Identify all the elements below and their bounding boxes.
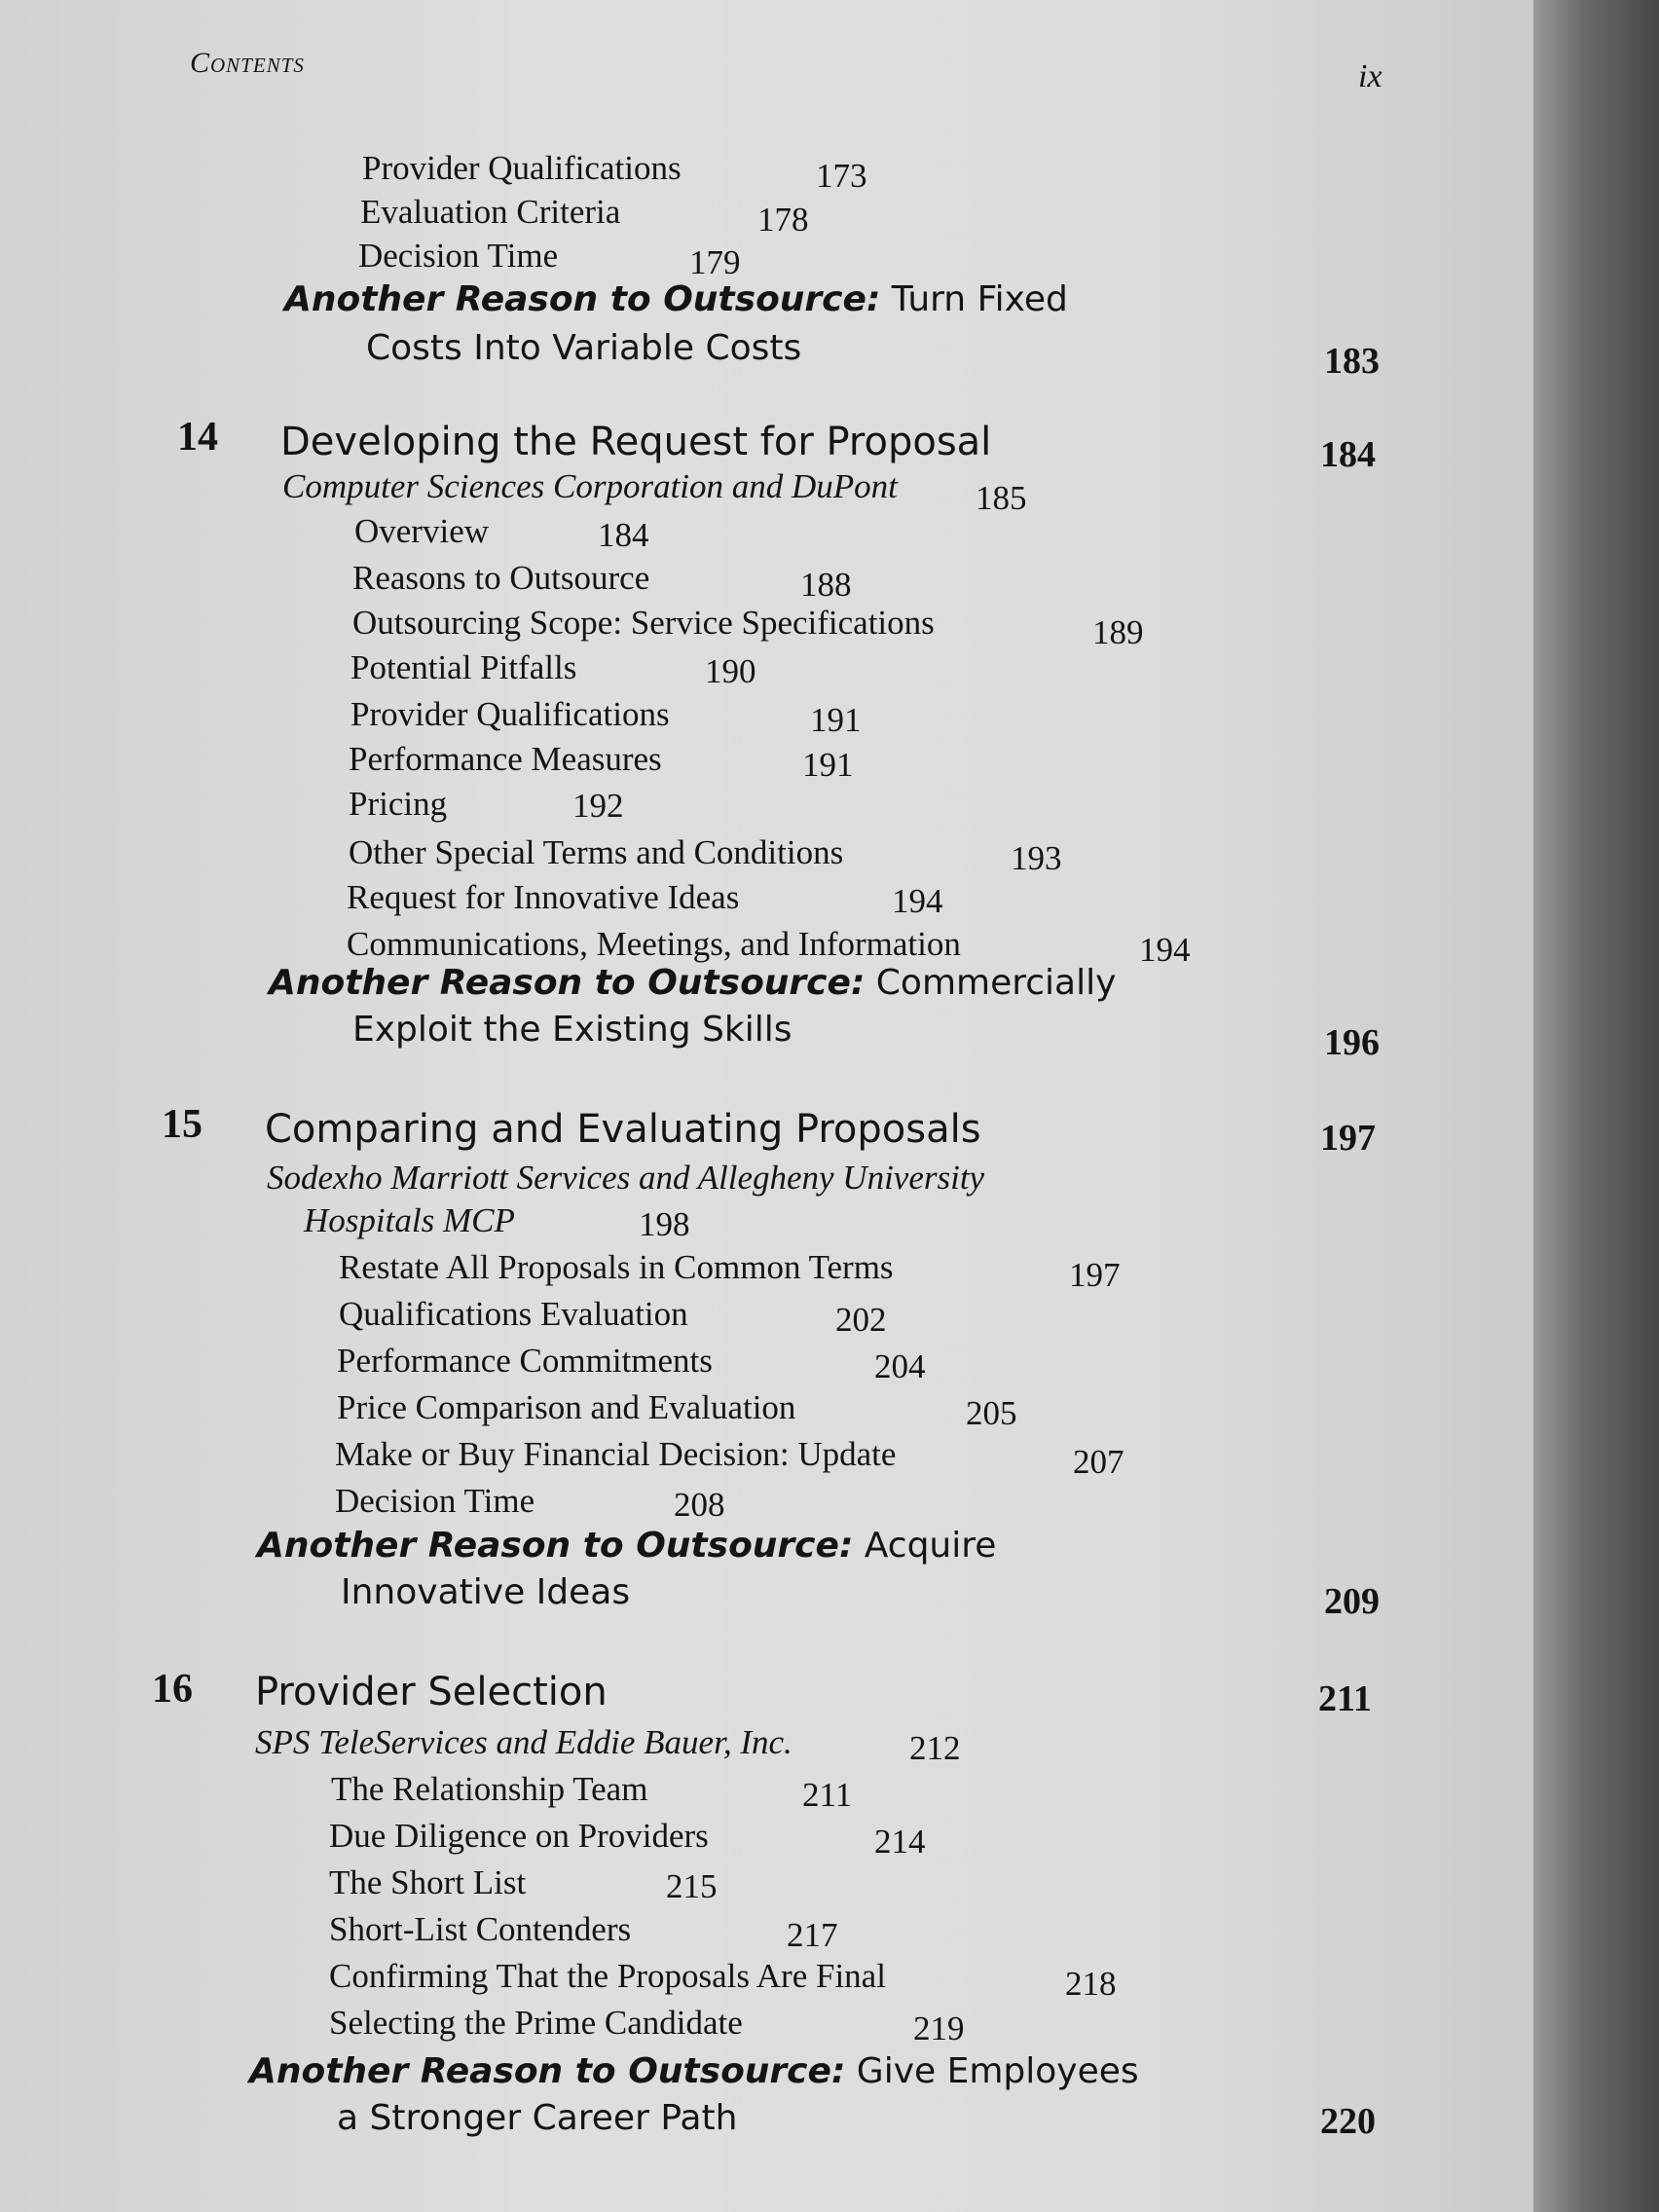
- another-reason-line: Another Reason to Outsource: Commercially: [269, 963, 1117, 1003]
- case-study-title: SPS TeleServices and Eddie Bauer, Inc.: [255, 1723, 793, 1761]
- another-reason-page: 183: [1324, 341, 1380, 382]
- toc-entry-page: 178: [757, 201, 809, 239]
- toc-entry-title: Pricing: [349, 785, 448, 823]
- toc-entry-title: The Relationship Team: [331, 1770, 648, 1808]
- toc-entry-title: Short-List Contenders: [329, 1910, 632, 1948]
- toc-entry-page: 193: [1011, 839, 1062, 877]
- toc-entry-page: 179: [689, 243, 741, 281]
- toc-entry-title: Overview: [354, 512, 490, 550]
- toc-entry-page: 217: [787, 1916, 838, 1954]
- toc-entry-page: 188: [800, 566, 852, 604]
- toc-entry-page: 211: [802, 1776, 853, 1814]
- case-study-title: Sodexho Marriott Services and Allegheny University: [267, 1159, 985, 1197]
- toc-entry-page: 194: [892, 882, 943, 920]
- toc-entry-page: 184: [598, 516, 649, 554]
- toc-entry-page: 197: [1069, 1256, 1121, 1294]
- toc-entry-page: 207: [1073, 1443, 1124, 1481]
- toc-entry-title: Decision Time: [358, 237, 559, 275]
- chapter-number: 15: [162, 1102, 203, 1147]
- toc-entry-title: The Short List: [329, 1863, 527, 1901]
- toc-entry-page: 202: [835, 1301, 887, 1339]
- chapter-title: Comparing and Evaluating Proposals: [265, 1107, 981, 1152]
- another-reason-line: a Stronger Career Path: [337, 2098, 738, 2138]
- toc-entry-title: Confirming That the Proposals Are Final: [329, 1957, 886, 1995]
- toc-entry-title: Provider Qualifications: [362, 149, 682, 187]
- toc-entry-title: Qualifications Evaluation: [339, 1295, 688, 1333]
- toc-entry-title: Communications, Meetings, and Information: [347, 925, 961, 963]
- chapter-page: 197: [1320, 1118, 1376, 1159]
- toc-entry-title: Evaluation Criteria: [360, 193, 621, 231]
- another-reason-line: Another Reason to Outsource: Turn Fixed: [284, 279, 1068, 319]
- toc-entry-page: 204: [874, 1347, 926, 1385]
- toc-entry-page: 214: [874, 1823, 926, 1861]
- another-reason-line: Exploit the Existing Skills: [352, 1010, 793, 1050]
- case-study-title: Computer Sciences Corporation and DuPont: [282, 467, 898, 505]
- another-reason-line: Another Reason to Outsource: Give Employees: [249, 2051, 1139, 2091]
- book-binding-shadow: [1533, 0, 1659, 2212]
- chapter-number: 14: [177, 415, 218, 460]
- toc-entry-title: Restate All Proposals in Common Terms: [339, 1248, 894, 1286]
- toc-entry-title: Make or Buy Financial Decision: Update: [335, 1435, 897, 1473]
- case-study-title: Hospitals MCP: [304, 1201, 515, 1239]
- case-study-page: 185: [976, 479, 1027, 517]
- toc-entry-title: Price Comparison and Evaluation: [337, 1388, 796, 1426]
- toc-entry-page: 219: [913, 2009, 965, 2047]
- toc-entry-title: Performance Commitments: [337, 1342, 713, 1380]
- chapter-page: 184: [1320, 434, 1376, 475]
- toc-entry-page: 191: [802, 746, 854, 784]
- another-reason-page: 209: [1324, 1581, 1380, 1622]
- toc-entry-page: 215: [666, 1867, 718, 1905]
- another-reason-line: Costs Into Variable Costs: [366, 328, 802, 368]
- case-study-page: 212: [909, 1729, 961, 1767]
- chapter-title: Provider Selection: [255, 1670, 608, 1714]
- toc-entry-page: 190: [705, 652, 756, 690]
- toc-entry-page: 218: [1065, 1965, 1117, 2003]
- toc-entry-title: Outsourcing Scope: Service Specifications: [352, 604, 935, 642]
- toc-entry-title: Potential Pitfalls: [350, 648, 577, 686]
- toc-entry-page: 205: [966, 1394, 1017, 1432]
- chapter-title: Developing the Request for Proposal: [280, 420, 992, 464]
- toc-entry-title: Performance Measures: [349, 740, 662, 778]
- toc-entry-title: Due Diligence on Providers: [329, 1817, 709, 1855]
- toc-entry-page: 191: [810, 701, 862, 739]
- toc-entry-title: Provider Qualifications: [350, 695, 670, 733]
- chapter-page: 211: [1318, 1678, 1372, 1719]
- toc-entry-page: 192: [572, 787, 624, 825]
- toc-entry-page: 208: [674, 1486, 725, 1524]
- toc-entry-title: Request for Innovative Ideas: [347, 878, 740, 916]
- another-reason-line: Innovative Ideas: [341, 1572, 631, 1612]
- case-study-page: 198: [639, 1205, 690, 1243]
- toc-entry-page: 194: [1139, 931, 1191, 969]
- running-head: Contents: [190, 47, 305, 79]
- page-folio: ix: [1358, 58, 1382, 94]
- toc-entry-title: Selecting the Prime Candidate: [329, 2004, 743, 2042]
- toc-entry-title: Other Special Terms and Conditions: [349, 833, 844, 871]
- toc-entry-page: 189: [1092, 613, 1144, 651]
- chapter-number: 16: [152, 1667, 193, 1712]
- toc-entry-title: Decision Time: [335, 1482, 535, 1520]
- another-reason-page: 220: [1320, 2101, 1376, 2142]
- toc-entry-title: Reasons to Outsource: [352, 559, 650, 597]
- toc-entry-page: 173: [816, 157, 867, 195]
- another-reason-page: 196: [1324, 1022, 1380, 1063]
- another-reason-line: Another Reason to Outsource: Acquire: [257, 1526, 997, 1566]
